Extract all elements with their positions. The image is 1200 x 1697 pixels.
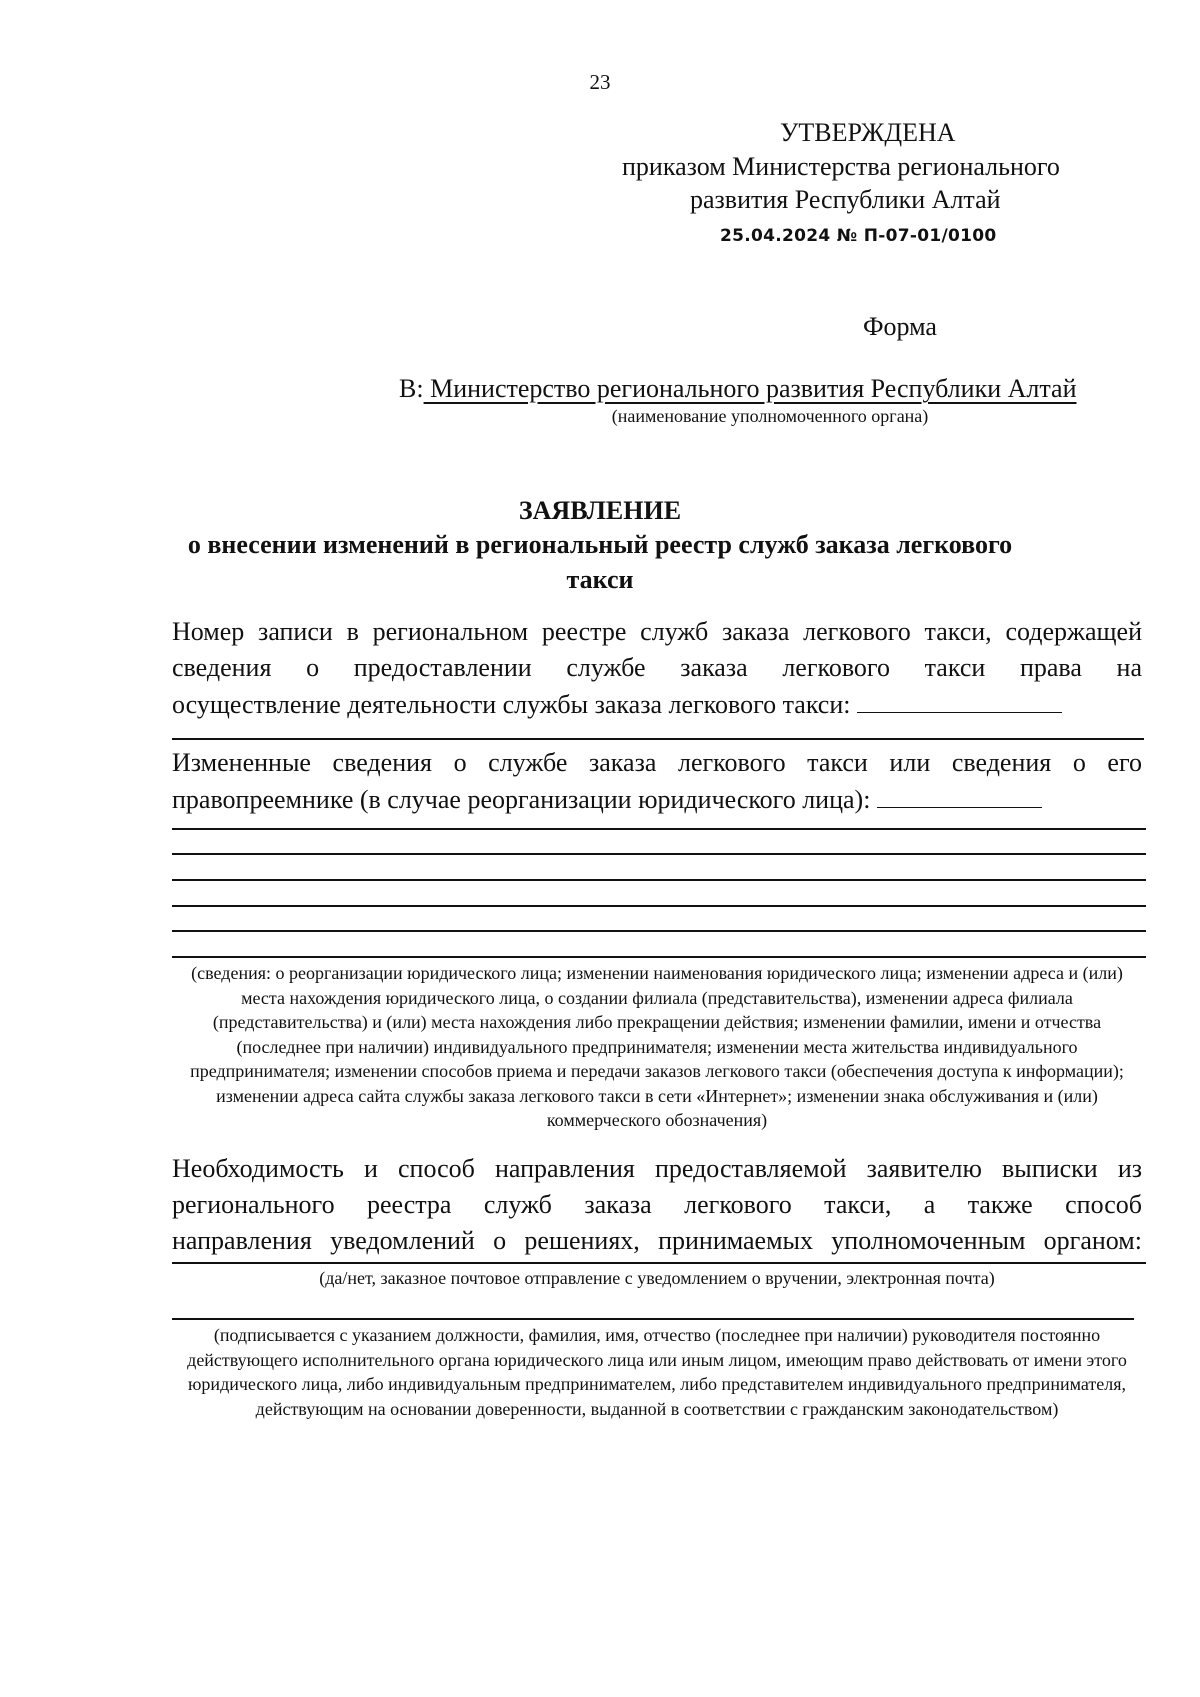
document-subtitle-line-1: о внесении изменений в региональный реестр служб заказа легкового — [187, 530, 1013, 559]
signature-note: (подписывается с указанием должности, фамилия, имя, отчество (последнее при наличии) руководителя постоянно действующего исполнительного органа юридического лица или иным лицом, имеющим право действовать от имени этого юридического лица, либо индивидуальным предпринимателем, либо представителем индивидуального предпринимателя, действующим на основании доверенности, выданной в соответствии с гражданским законодательством) — [187, 1325, 1127, 1419]
addressee-line — [399, 374, 1077, 404]
changed-info-line-e[interactable] — [172, 930, 1146, 932]
page-number: 23 — [589, 70, 611, 94]
changed-info-line-2 — [172, 781, 1142, 818]
approval-title: УТВЕРЖДЕНА — [780, 118, 956, 147]
approval-line-1: приказом Министерства регионального — [622, 152, 1060, 181]
changed-info-paragraph — [172, 745, 1142, 818]
document-title: ЗАЯВЛЕНИЕ — [518, 496, 682, 525]
extract-method-caption: (да/нет, заказное почтовое отправление с уведомлением о вручении, электронная почта) — [319, 1268, 995, 1288]
registry-record-paragraph — [172, 614, 1142, 723]
extract-method-paragraph — [172, 1151, 1142, 1259]
registry-record-continuation-line[interactable] — [172, 738, 1144, 740]
registration-number: 25.04.2024 № П-07-01/0100 — [720, 226, 997, 246]
extract-method-field[interactable] — [172, 1262, 1146, 1264]
addressee-caption: (наименование уполномоченного органа) — [611, 406, 929, 426]
changed-info-line-f[interactable] — [172, 956, 1146, 958]
registry-record-line-1: Номер записи в региональном реестре служб заказа легкового такси, содержащей — [172, 617, 1142, 646]
signature-line[interactable] — [172, 1318, 1134, 1320]
changed-info-line-d[interactable] — [172, 905, 1146, 907]
changed-info-note: (сведения: о реорганизации юридического лица; изменении наименования юридического лица; изменении адреса и (или) места нахождения юридического лица, о создании филиала (представительства), изменении адреса филиала (представительства) и (или) места нахождения либо прекращении действия; изменении фамилии, имени и отчества (последнее при наличии) индивидуального предпринимателя; изменении места жительства индивидуального предпринимателя; изменении способов приема и передачи заказов легкового такси (обеспечения доступа к информации); изменении адреса сайта службы заказа легкового такси в сети «Интернет»; изменении знака обслуживания и (или) коммерческого обозначения) — [190, 963, 1124, 1130]
form-label: Форма — [863, 312, 937, 341]
changed-info-line-c[interactable] — [172, 879, 1146, 881]
registry-record-line-3-text: осуществление деятельности службы заказа легкового такси: — [172, 690, 851, 719]
changed-info-line-2-text: правопреемнике (в случае реорганизации юридического лица): — [172, 785, 871, 814]
changed-info-field[interactable] — [877, 781, 1042, 808]
changed-info-line-a[interactable] — [172, 828, 1146, 830]
approval-line-2: развития Республики Алтай — [690, 185, 1001, 214]
addressee-prefix: В: — [399, 374, 424, 403]
extract-method-line-1: Необходимость и способ направления предоставляемой заявителю выписки из — [172, 1154, 1142, 1183]
registry-record-number-field[interactable] — [857, 686, 1062, 713]
registry-record-line-3 — [172, 686, 1142, 723]
addressee-name: Министерство регионального развития Республики Алтай — [423, 374, 1077, 403]
document-subtitle-line-2: такси — [566, 565, 634, 594]
registry-record-line-2: сведения о предоставлении службе заказа легкового такси права на — [172, 653, 1142, 682]
changed-info-line-b[interactable] — [172, 853, 1146, 855]
changed-info-line-1: Измененные сведения о службе заказа легкового такси или сведения о его — [172, 748, 1142, 777]
extract-method-line-2: регионального реестра служб заказа легкового такси, а также способ — [172, 1190, 1142, 1219]
extract-method-line-3: направления уведомлений о решениях, принимаемых уполномоченным органом: — [172, 1226, 1142, 1255]
